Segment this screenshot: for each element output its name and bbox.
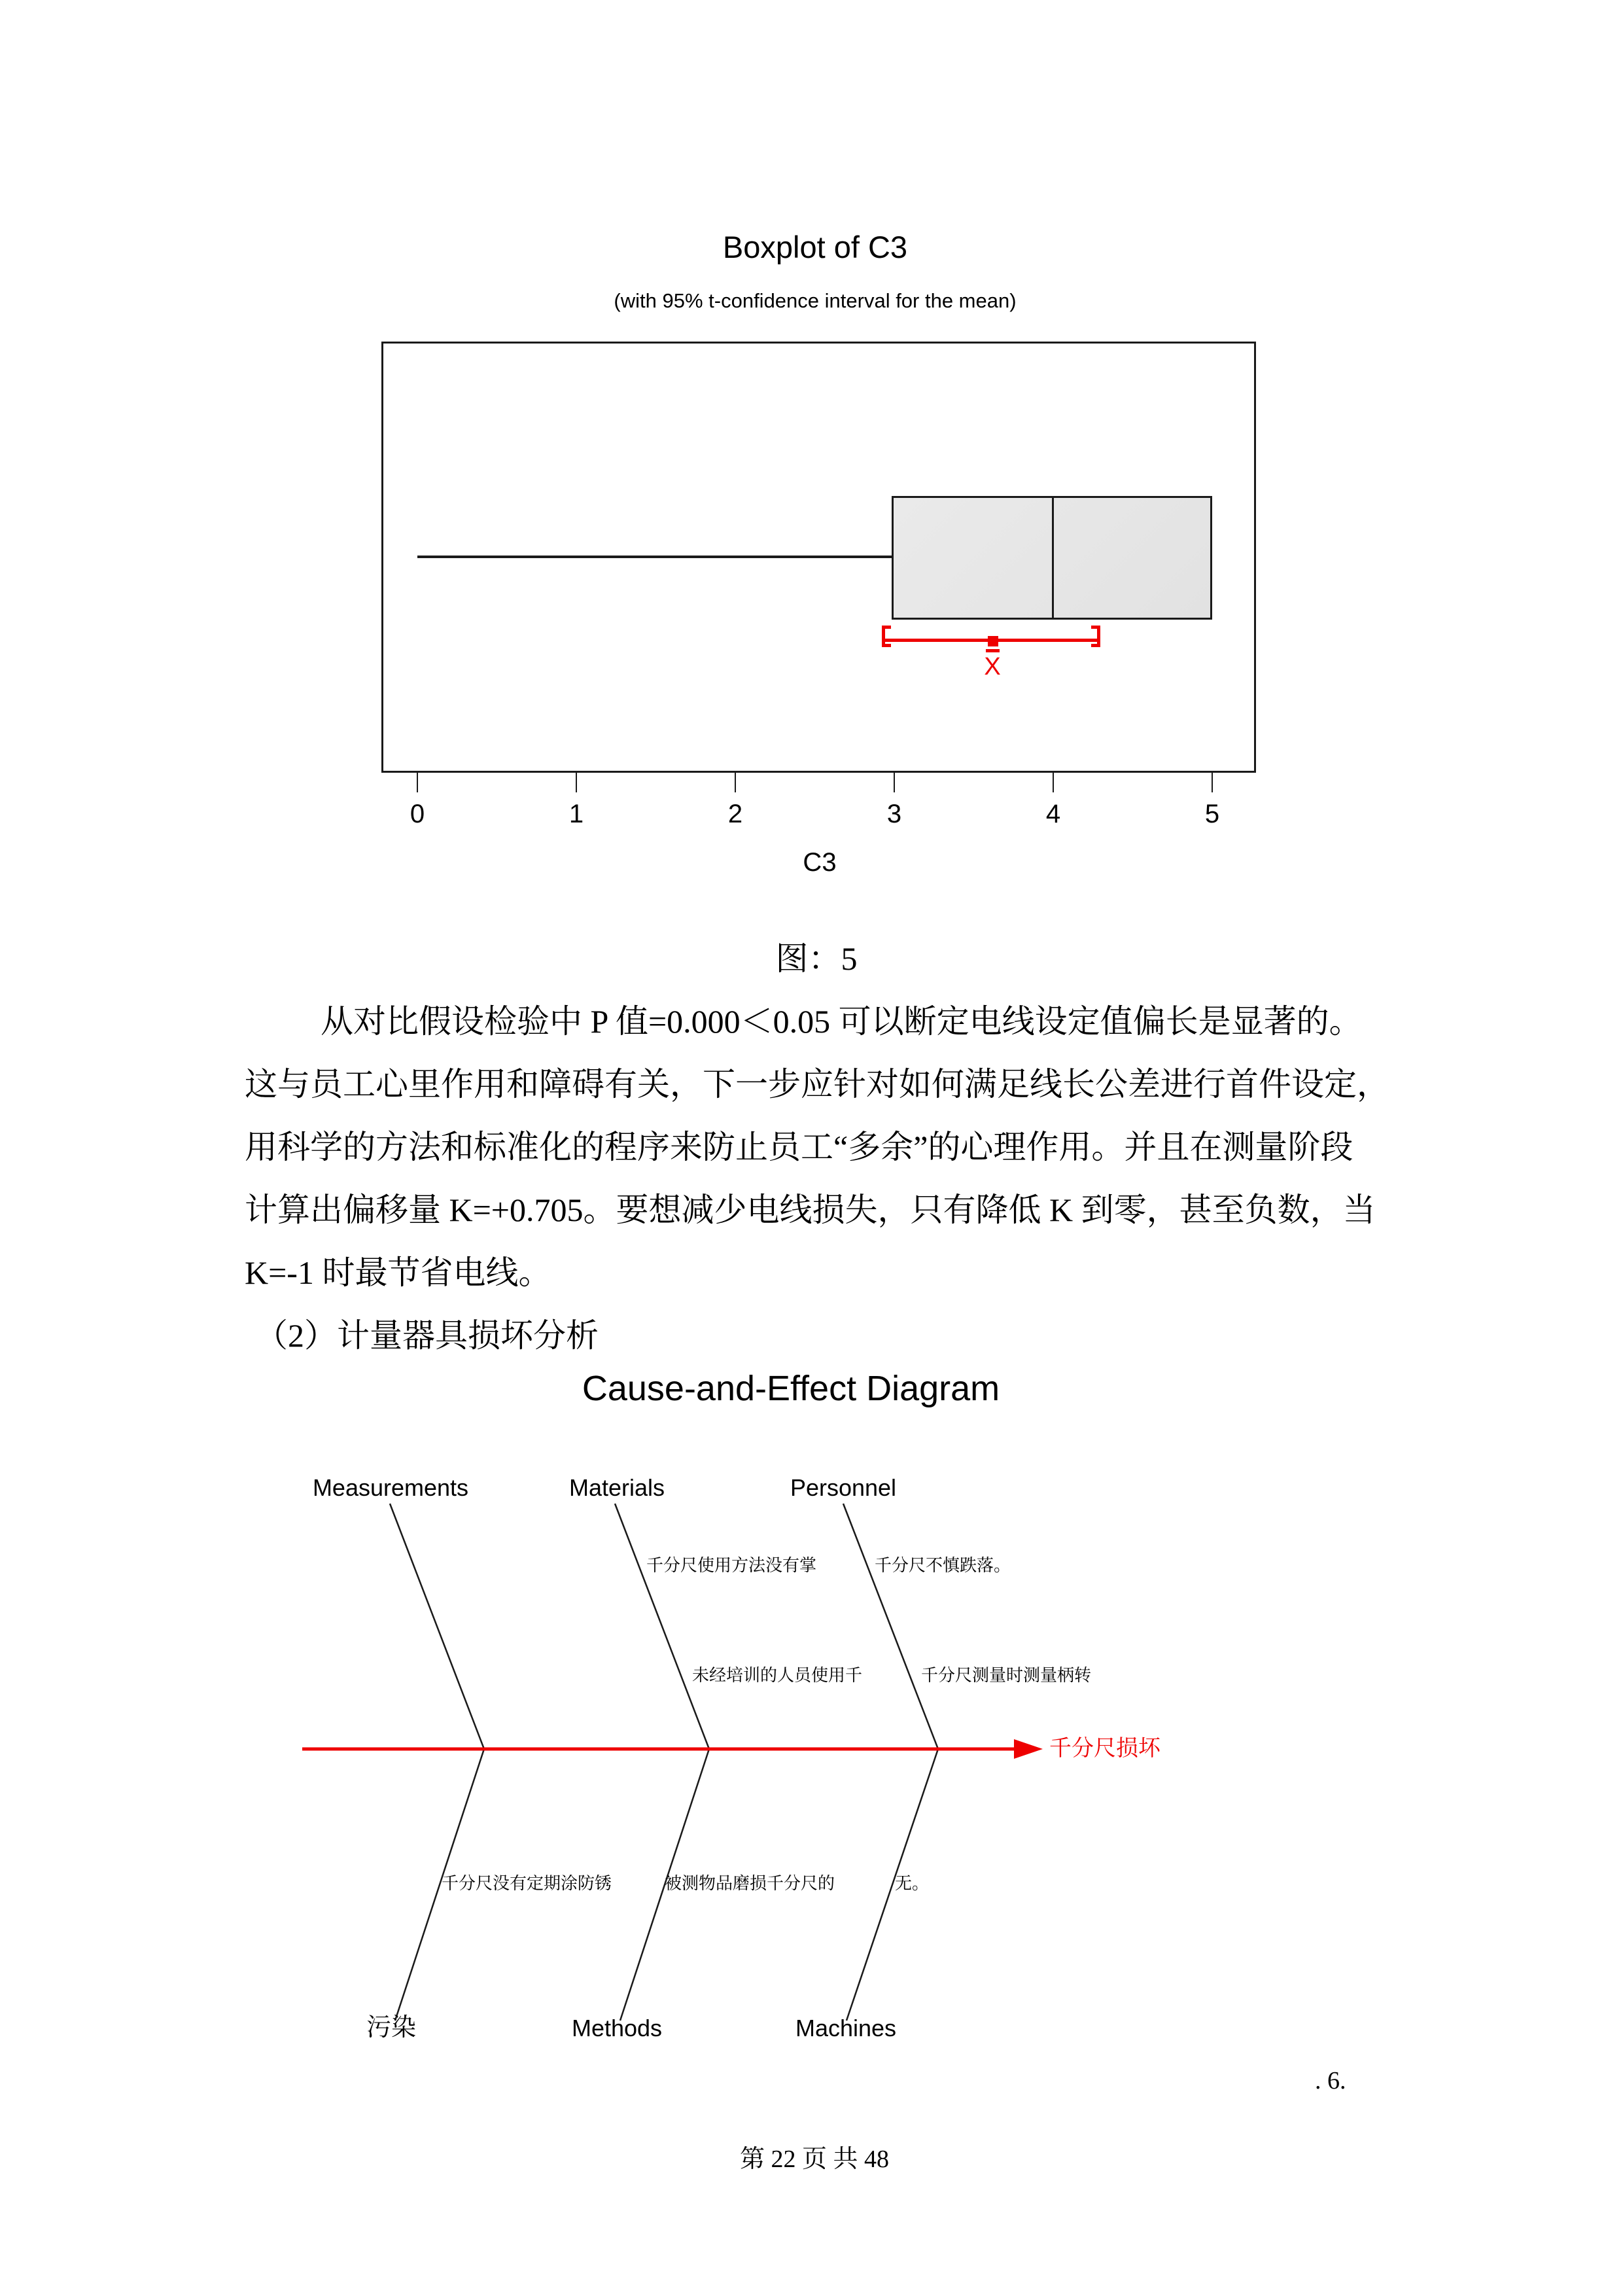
boxplot-subtitle: (with 95% t-confidence interval for the mean) bbox=[614, 289, 1017, 312]
x-tick-label-0: 0 bbox=[410, 800, 425, 828]
x-tick-5 bbox=[1212, 773, 1213, 792]
paragraph-line-1: 从对比假设检验中 P 值=0.000＜0.05 可以断定电线设定值偏长是显著的。 bbox=[321, 1003, 1362, 1040]
fishbone-category-contamination: 污染 bbox=[366, 2014, 417, 2041]
fishbone-lines bbox=[0, 1439, 1623, 2094]
paragraph-line-6: （2）计量器具损坏分析 bbox=[255, 1317, 599, 1354]
cause-machines-1: 无。 bbox=[895, 1873, 930, 1893]
fishbone-category-machines: Machines bbox=[795, 2015, 897, 2041]
spine-arrowhead-icon bbox=[1014, 1739, 1043, 1759]
x-tick-3 bbox=[894, 773, 895, 792]
ci-right-bracket-top-serif bbox=[1091, 626, 1100, 629]
x-tick-0 bbox=[417, 773, 418, 792]
branch-line-personnel-upper bbox=[843, 1504, 938, 1749]
boxplot-figure bbox=[0, 0, 1623, 916]
boxplot-median-line bbox=[1052, 496, 1054, 620]
paragraph-line-2: 这与员工心里作用和障碍有关，下一步应针对如何满足线长公差进行首件设定， bbox=[245, 1066, 1389, 1103]
x-tick-2 bbox=[735, 773, 736, 792]
paragraph-line-5: K=-1 时最节省电线。 bbox=[245, 1254, 551, 1291]
x-tick-label-3: 3 bbox=[886, 800, 902, 828]
x-tick-label-4: 4 bbox=[1045, 800, 1061, 828]
boxplot-title: Boxplot of C3 bbox=[722, 230, 908, 264]
stray-number: . 6. bbox=[1315, 2067, 1346, 2094]
fishbone-category-measurements: Measurements bbox=[312, 1474, 469, 1501]
x-tick-label-5: 5 bbox=[1204, 800, 1220, 828]
fishbone-category-methods: Methods bbox=[571, 2015, 663, 2041]
cause-materials-2: 未经培训的人员使用千 bbox=[692, 1665, 863, 1685]
cause-contamination-1: 千分尺没有定期涂防锈 bbox=[442, 1873, 612, 1893]
page-footer: 第 22 页 共 48 bbox=[739, 2146, 890, 2173]
fishbone-title: Cause-and-Effect Diagram bbox=[582, 1369, 1000, 1408]
x-tick-4 bbox=[1053, 773, 1054, 792]
x-tick-1 bbox=[576, 773, 577, 792]
cause-personnel-2: 千分尺测量时测量柄转 bbox=[921, 1665, 1092, 1685]
cause-personnel-1: 千分尺不慎跌落。 bbox=[875, 1555, 1011, 1575]
x-tick-label-2: 2 bbox=[727, 800, 743, 828]
fishbone-category-materials: Materials bbox=[568, 1474, 665, 1501]
xbar-label: X bbox=[984, 653, 1001, 680]
figure-caption: 图：5 bbox=[775, 940, 858, 977]
cause-materials-1: 千分尺使用方法没有掌 bbox=[646, 1555, 817, 1575]
boxplot-whisker bbox=[417, 556, 893, 558]
ci-left-bracket-bottom-serif bbox=[882, 644, 891, 647]
paragraph-line-4: 计算出偏移量 K=+0.705。要想减少电线损失，只有降低 K 到零，甚至负数，当 bbox=[245, 1192, 1376, 1228]
branch-line-materials-upper bbox=[615, 1504, 709, 1749]
ci-left-bracket-top-serif bbox=[882, 626, 891, 629]
ci-right-bracket-bottom-serif bbox=[1091, 644, 1100, 647]
mean-marker bbox=[988, 636, 998, 646]
branch-line-measurements-upper bbox=[390, 1504, 484, 1749]
fishbone-effect-label: 千分尺损坏 bbox=[1049, 1736, 1161, 1761]
x-tick-label-1: 1 bbox=[568, 800, 584, 828]
fishbone-category-personnel: Personnel bbox=[790, 1474, 897, 1501]
xbar-overbar bbox=[986, 649, 1000, 652]
cause-methods-1: 被测物品磨损千分尺的 bbox=[665, 1873, 835, 1893]
x-axis-label: C3 bbox=[803, 848, 837, 877]
paragraph-line-3: 用科学的方法和标准化的程序来防止员工“多余”的心理作用。并且在测量阶段 bbox=[245, 1129, 1353, 1165]
